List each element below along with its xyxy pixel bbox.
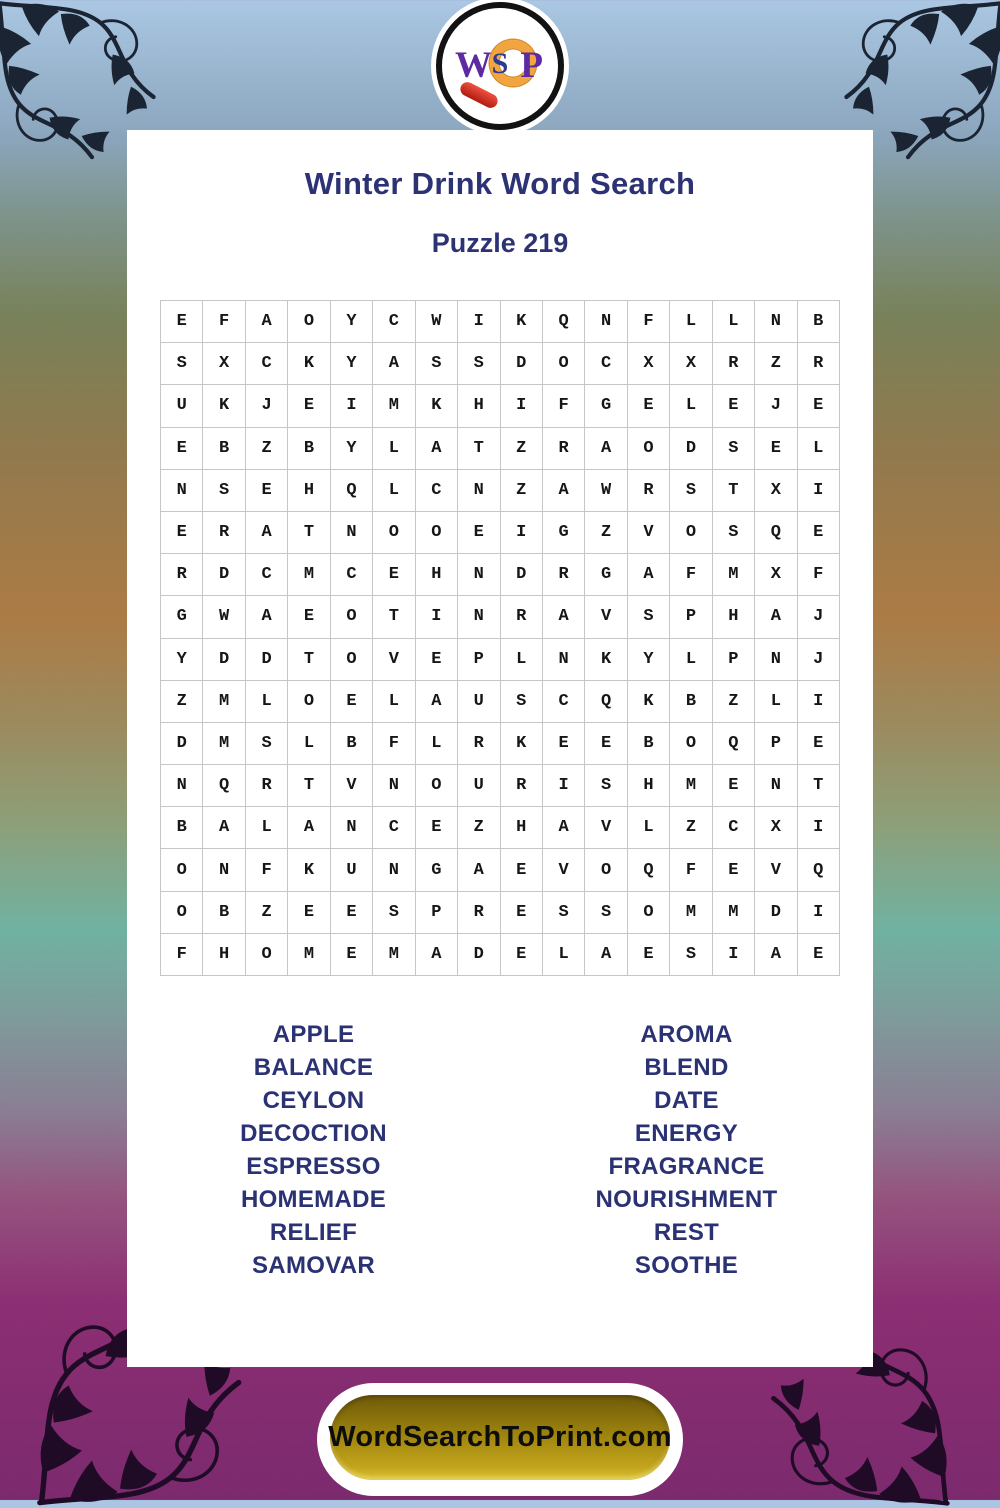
grid-cell: Z bbox=[458, 807, 500, 849]
word-item: SOOTHE bbox=[634, 1252, 739, 1279]
grid-cell: A bbox=[543, 807, 585, 849]
footer-pill bbox=[317, 1383, 683, 1496]
grid-cell: K bbox=[416, 385, 458, 427]
grid-cell: C bbox=[416, 470, 458, 512]
grid-cell: T bbox=[373, 596, 415, 638]
grid-cell: C bbox=[373, 807, 415, 849]
letter-grid bbox=[160, 300, 840, 976]
grid-cell: N bbox=[458, 596, 500, 638]
grid-cell: F bbox=[798, 554, 840, 596]
grid-cell: K bbox=[585, 639, 627, 681]
grid-cell: Y bbox=[331, 301, 373, 343]
grid-cell: F bbox=[543, 385, 585, 427]
grid-cell: S bbox=[161, 343, 203, 385]
grid-cell: E bbox=[543, 723, 585, 765]
logo-letter-p: P bbox=[520, 45, 543, 86]
grid-cell: A bbox=[458, 849, 500, 891]
grid-cell: S bbox=[373, 892, 415, 934]
grid-cell: E bbox=[713, 765, 755, 807]
grid-cell: T bbox=[288, 639, 330, 681]
grid-cell: S bbox=[670, 934, 712, 976]
grid-cell: R bbox=[543, 428, 585, 470]
grid-cell: A bbox=[416, 681, 458, 723]
grid-cell: L bbox=[670, 385, 712, 427]
word-list-left bbox=[127, 1018, 500, 1282]
word-item: BALANCE bbox=[253, 1054, 374, 1081]
grid-cell: R bbox=[246, 765, 288, 807]
grid-cell: F bbox=[246, 849, 288, 891]
grid-cell: C bbox=[543, 681, 585, 723]
grid-cell: C bbox=[373, 301, 415, 343]
grid-cell: L bbox=[373, 681, 415, 723]
grid-cell: I bbox=[543, 765, 585, 807]
grid-cell: S bbox=[713, 512, 755, 554]
grid-cell: E bbox=[331, 892, 373, 934]
word-item: APPLE bbox=[272, 1021, 355, 1048]
grid-cell: W bbox=[585, 470, 627, 512]
grid-cell: K bbox=[501, 723, 543, 765]
grid-cell: M bbox=[713, 892, 755, 934]
grid-cell: P bbox=[670, 596, 712, 638]
grid-cell: I bbox=[501, 512, 543, 554]
grid-cell: D bbox=[501, 554, 543, 596]
grid-cell: I bbox=[798, 807, 840, 849]
grid-cell: X bbox=[755, 554, 797, 596]
grid-cell: L bbox=[713, 301, 755, 343]
grid-cell: C bbox=[331, 554, 373, 596]
grid-cell: J bbox=[798, 596, 840, 638]
word-list bbox=[127, 1018, 873, 1282]
grid-cell: O bbox=[161, 849, 203, 891]
grid-cell: G bbox=[585, 554, 627, 596]
grid-cell: A bbox=[246, 301, 288, 343]
grid-cell: K bbox=[203, 385, 245, 427]
grid-cell: E bbox=[331, 934, 373, 976]
grid-cell: D bbox=[458, 934, 500, 976]
grid-cell: P bbox=[713, 639, 755, 681]
grid-cell: O bbox=[331, 596, 373, 638]
grid-cell: V bbox=[585, 596, 627, 638]
grid-cell: N bbox=[331, 807, 373, 849]
grid-cell: V bbox=[585, 807, 627, 849]
word-item: NOURISHMENT bbox=[595, 1186, 778, 1213]
grid-cell: Z bbox=[713, 681, 755, 723]
grid-cell: E bbox=[416, 807, 458, 849]
grid-cell: C bbox=[246, 554, 288, 596]
grid-cell: F bbox=[670, 849, 712, 891]
grid-cell: A bbox=[416, 934, 458, 976]
grid-cell: R bbox=[501, 765, 543, 807]
grid-cell: T bbox=[713, 470, 755, 512]
grid-cell: E bbox=[798, 723, 840, 765]
grid-cell: S bbox=[246, 723, 288, 765]
grid-cell: E bbox=[713, 849, 755, 891]
grid-cell: A bbox=[585, 934, 627, 976]
grid-cell: F bbox=[628, 301, 670, 343]
word-item: ENERGY bbox=[634, 1120, 739, 1147]
grid-cell: Z bbox=[246, 892, 288, 934]
grid-cell: E bbox=[288, 596, 330, 638]
grid-cell: I bbox=[331, 385, 373, 427]
grid-cell: K bbox=[288, 343, 330, 385]
word-item: CEYLON bbox=[262, 1087, 365, 1114]
grid-cell: A bbox=[416, 428, 458, 470]
grid-cell: C bbox=[585, 343, 627, 385]
grid-cell: W bbox=[203, 596, 245, 638]
grid-cell: E bbox=[798, 512, 840, 554]
grid-cell: J bbox=[755, 385, 797, 427]
grid-cell: T bbox=[288, 765, 330, 807]
grid-cell: O bbox=[161, 892, 203, 934]
grid-cell: O bbox=[628, 892, 670, 934]
grid-cell: E bbox=[331, 681, 373, 723]
grid-cell: O bbox=[670, 512, 712, 554]
grid-cell: O bbox=[416, 765, 458, 807]
grid-cell: Q bbox=[713, 723, 755, 765]
grid-cell: Y bbox=[161, 639, 203, 681]
grid-cell: N bbox=[755, 765, 797, 807]
grid-cell: E bbox=[798, 934, 840, 976]
grid-cell: V bbox=[543, 849, 585, 891]
grid-cell: D bbox=[203, 639, 245, 681]
grid-cell: O bbox=[246, 934, 288, 976]
grid-cell: O bbox=[670, 723, 712, 765]
grid-cell: R bbox=[161, 554, 203, 596]
word-item: DECOCTION bbox=[240, 1120, 387, 1147]
grid-cell: Z bbox=[161, 681, 203, 723]
grid-cell: I bbox=[713, 934, 755, 976]
grid-cell: Z bbox=[585, 512, 627, 554]
grid-cell: L bbox=[373, 470, 415, 512]
grid-cell: Y bbox=[628, 639, 670, 681]
grid-cell: P bbox=[416, 892, 458, 934]
grid-cell: A bbox=[203, 807, 245, 849]
grid-cell: H bbox=[501, 807, 543, 849]
grid-cell: N bbox=[373, 765, 415, 807]
word-item: FRAGRANCE bbox=[608, 1153, 765, 1180]
grid-cell: O bbox=[331, 639, 373, 681]
grid-cell: S bbox=[628, 596, 670, 638]
grid-cell: H bbox=[628, 765, 670, 807]
grid-cell: E bbox=[585, 723, 627, 765]
grid-cell: Z bbox=[246, 428, 288, 470]
grid-cell: M bbox=[670, 892, 712, 934]
word-item: HOMEMADE bbox=[240, 1186, 387, 1213]
grid-cell: Z bbox=[755, 343, 797, 385]
grid-cell: E bbox=[755, 428, 797, 470]
grid-cell: G bbox=[585, 385, 627, 427]
grid-cell: N bbox=[755, 301, 797, 343]
grid-cell: S bbox=[543, 892, 585, 934]
grid-cell: E bbox=[501, 849, 543, 891]
grid-cell: X bbox=[755, 807, 797, 849]
grid-cell: L bbox=[246, 807, 288, 849]
grid-cell: M bbox=[203, 723, 245, 765]
grid-cell: U bbox=[161, 385, 203, 427]
grid-cell: O bbox=[288, 681, 330, 723]
grid-cell: Z bbox=[501, 470, 543, 512]
grid-cell: P bbox=[755, 723, 797, 765]
grid-cell: Q bbox=[628, 849, 670, 891]
grid-cell: O bbox=[416, 512, 458, 554]
grid-cell: M bbox=[203, 681, 245, 723]
word-item: DATE bbox=[654, 1087, 719, 1114]
grid-cell: Q bbox=[798, 849, 840, 891]
grid-cell: E bbox=[628, 385, 670, 427]
grid-cell: M bbox=[373, 934, 415, 976]
grid-cell: U bbox=[331, 849, 373, 891]
grid-cell: S bbox=[416, 343, 458, 385]
grid-cell: H bbox=[713, 596, 755, 638]
grid-cell: N bbox=[161, 470, 203, 512]
grid-cell: J bbox=[246, 385, 288, 427]
grid-cell: S bbox=[458, 343, 500, 385]
word-list-right bbox=[500, 1018, 873, 1282]
page-title: Winter Drink Word Search bbox=[304, 166, 696, 201]
grid-cell: E bbox=[246, 470, 288, 512]
grid-cell: X bbox=[755, 470, 797, 512]
grid-cell: E bbox=[373, 554, 415, 596]
grid-cell: I bbox=[458, 301, 500, 343]
grid-cell: Y bbox=[331, 428, 373, 470]
grid-cell: O bbox=[585, 849, 627, 891]
grid-cell: A bbox=[543, 596, 585, 638]
grid-cell: L bbox=[288, 723, 330, 765]
grid-cell: R bbox=[713, 343, 755, 385]
grid-cell: F bbox=[203, 301, 245, 343]
grid-cell: V bbox=[373, 639, 415, 681]
grid-cell: H bbox=[416, 554, 458, 596]
grid-cell: Q bbox=[755, 512, 797, 554]
grid-cell: A bbox=[246, 596, 288, 638]
grid-cell: I bbox=[501, 385, 543, 427]
grid-cell: D bbox=[161, 723, 203, 765]
grid-cell: R bbox=[543, 554, 585, 596]
grid-cell: O bbox=[628, 428, 670, 470]
grid-cell: T bbox=[458, 428, 500, 470]
grid-cell: E bbox=[161, 512, 203, 554]
grid-cell: O bbox=[543, 343, 585, 385]
grid-cell: V bbox=[628, 512, 670, 554]
grid-cell: B bbox=[670, 681, 712, 723]
grid-cell: D bbox=[501, 343, 543, 385]
word-item: SAMOVAR bbox=[252, 1252, 375, 1279]
grid-cell: E bbox=[458, 512, 500, 554]
grid-cell: E bbox=[713, 385, 755, 427]
grid-cell: L bbox=[628, 807, 670, 849]
grid-cell: B bbox=[203, 428, 245, 470]
grid-cell: R bbox=[203, 512, 245, 554]
grid-cell: K bbox=[501, 301, 543, 343]
grid-cell: U bbox=[458, 765, 500, 807]
grid-cell: L bbox=[373, 428, 415, 470]
grid-cell: S bbox=[713, 428, 755, 470]
word-item: BLEND bbox=[644, 1054, 729, 1081]
grid-cell: A bbox=[543, 470, 585, 512]
word-item: REST bbox=[653, 1219, 720, 1246]
grid-cell: E bbox=[161, 428, 203, 470]
grid-cell: M bbox=[288, 554, 330, 596]
grid-cell: K bbox=[288, 849, 330, 891]
word-item: ESPRESSO bbox=[246, 1153, 381, 1180]
grid-cell: O bbox=[288, 301, 330, 343]
grid-cell: D bbox=[670, 428, 712, 470]
grid-cell: L bbox=[670, 301, 712, 343]
grid-cell: K bbox=[628, 681, 670, 723]
grid-cell: E bbox=[416, 639, 458, 681]
grid-cell: X bbox=[670, 343, 712, 385]
grid-cell: A bbox=[755, 934, 797, 976]
grid-cell: T bbox=[798, 765, 840, 807]
grid-cell: C bbox=[713, 807, 755, 849]
grid-cell: Z bbox=[501, 428, 543, 470]
grid-cell: N bbox=[458, 470, 500, 512]
grid-cell: D bbox=[203, 554, 245, 596]
grid-cell: L bbox=[416, 723, 458, 765]
grid-cell: E bbox=[628, 934, 670, 976]
grid-cell: N bbox=[203, 849, 245, 891]
grid-cell: L bbox=[670, 639, 712, 681]
grid-cell: E bbox=[501, 892, 543, 934]
grid-cell: N bbox=[458, 554, 500, 596]
grid-cell: S bbox=[203, 470, 245, 512]
grid-cell: J bbox=[798, 639, 840, 681]
grid-cell: D bbox=[246, 639, 288, 681]
grid-cell: Q bbox=[331, 470, 373, 512]
grid-cell: V bbox=[331, 765, 373, 807]
grid-cell: B bbox=[798, 301, 840, 343]
grid-cell: A bbox=[628, 554, 670, 596]
grid-cell: H bbox=[288, 470, 330, 512]
grid-cell: F bbox=[670, 554, 712, 596]
grid-cell: O bbox=[373, 512, 415, 554]
grid-cell: H bbox=[203, 934, 245, 976]
grid-cell: A bbox=[755, 596, 797, 638]
grid-cell: I bbox=[798, 470, 840, 512]
grid-cell: Z bbox=[670, 807, 712, 849]
grid-cell: S bbox=[585, 765, 627, 807]
grid-cell: G bbox=[161, 596, 203, 638]
grid-cell: G bbox=[416, 849, 458, 891]
grid-cell: N bbox=[373, 849, 415, 891]
grid-cell: R bbox=[628, 470, 670, 512]
grid-cell: D bbox=[755, 892, 797, 934]
grid-cell: L bbox=[501, 639, 543, 681]
grid-cell: P bbox=[458, 639, 500, 681]
grid-cell: R bbox=[501, 596, 543, 638]
grid-cell: B bbox=[161, 807, 203, 849]
grid-cell: X bbox=[628, 343, 670, 385]
grid-cell: R bbox=[458, 892, 500, 934]
grid-cell: E bbox=[798, 385, 840, 427]
grid-cell: U bbox=[458, 681, 500, 723]
grid-cell: W bbox=[416, 301, 458, 343]
grid-cell: I bbox=[798, 681, 840, 723]
grid-cell: H bbox=[458, 385, 500, 427]
grid-cell: M bbox=[373, 385, 415, 427]
grid-cell: Q bbox=[203, 765, 245, 807]
grid-cell: A bbox=[288, 807, 330, 849]
grid-cell: N bbox=[585, 301, 627, 343]
logo-letter-s: S bbox=[491, 46, 509, 80]
grid-cell: A bbox=[373, 343, 415, 385]
grid-cell: Q bbox=[543, 301, 585, 343]
grid-cell: E bbox=[288, 892, 330, 934]
grid-cell: F bbox=[161, 934, 203, 976]
grid-cell: B bbox=[203, 892, 245, 934]
grid-cell: G bbox=[543, 512, 585, 554]
grid-cell: L bbox=[543, 934, 585, 976]
grid-cell: E bbox=[501, 934, 543, 976]
grid-cell: S bbox=[670, 470, 712, 512]
grid-cell: A bbox=[246, 512, 288, 554]
grid-cell: S bbox=[585, 892, 627, 934]
grid-cell: N bbox=[161, 765, 203, 807]
grid-cell: L bbox=[798, 428, 840, 470]
grid-cell: N bbox=[755, 639, 797, 681]
grid-cell: E bbox=[161, 301, 203, 343]
puzzle-number: Puzzle 219 bbox=[431, 228, 569, 258]
grid-cell: L bbox=[755, 681, 797, 723]
grid-cell: X bbox=[203, 343, 245, 385]
grid-cell: I bbox=[798, 892, 840, 934]
grid-cell: F bbox=[373, 723, 415, 765]
site-link-label: WordSearchToPrint.com bbox=[328, 1421, 672, 1453]
grid-cell: R bbox=[458, 723, 500, 765]
grid-cell: S bbox=[501, 681, 543, 723]
grid-cell: B bbox=[331, 723, 373, 765]
grid-cell: N bbox=[543, 639, 585, 681]
wsp-logo[interactable] bbox=[436, 2, 564, 130]
grid-cell: L bbox=[246, 681, 288, 723]
grid-cell: M bbox=[670, 765, 712, 807]
grid-cell: Y bbox=[331, 343, 373, 385]
grid-cell: B bbox=[628, 723, 670, 765]
logo-letter-w: W bbox=[455, 45, 492, 86]
grid-cell: E bbox=[288, 385, 330, 427]
grid-cell: M bbox=[288, 934, 330, 976]
grid-cell: Q bbox=[585, 681, 627, 723]
grid-cell: C bbox=[246, 343, 288, 385]
grid-cell: I bbox=[416, 596, 458, 638]
word-item: AROMA bbox=[640, 1021, 733, 1048]
grid-cell: M bbox=[713, 554, 755, 596]
grid-cell: R bbox=[798, 343, 840, 385]
puzzle-card bbox=[127, 130, 873, 1367]
grid-cell: T bbox=[288, 512, 330, 554]
grid-cell: N bbox=[331, 512, 373, 554]
site-link-button[interactable] bbox=[330, 1395, 670, 1480]
grid-cell: B bbox=[288, 428, 330, 470]
grid-cell: A bbox=[585, 428, 627, 470]
grid-cell: V bbox=[755, 849, 797, 891]
word-item: RELIEF bbox=[269, 1219, 358, 1246]
